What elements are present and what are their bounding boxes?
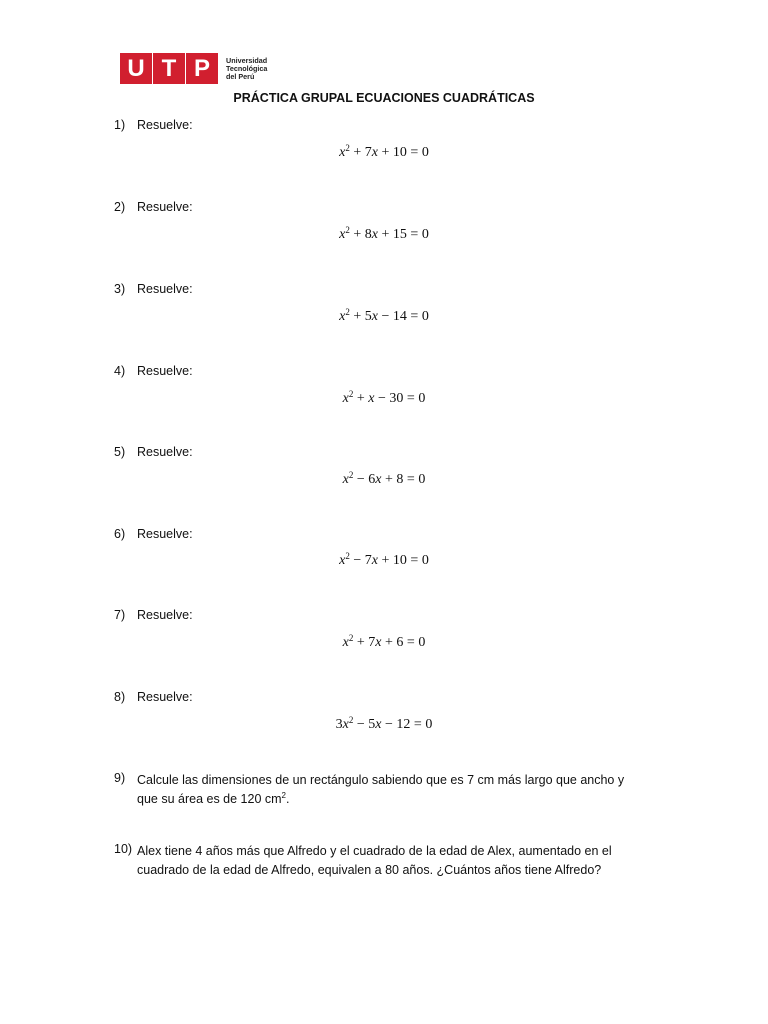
logo-text xyxy=(226,57,267,81)
logo-line-3: del Perú xyxy=(226,71,255,81)
exercise-number: 6) xyxy=(114,527,126,541)
exercise-number: 5) xyxy=(114,445,126,459)
logo-line-2: Tecnológica xyxy=(226,63,268,73)
page-title: PRÁCTICA GRUPAL ECUACIONES CUADRÁTICAS xyxy=(233,91,535,105)
exercise-label: Resuelve: xyxy=(137,690,193,704)
exercise-label: Resuelve: xyxy=(137,118,193,132)
equation: $x^2 - 7x + 10 = 0$ xyxy=(339,551,429,568)
logo-line-1: Universidad xyxy=(226,55,268,65)
problem-number: 9) xyxy=(114,771,126,785)
exercise-number: 4) xyxy=(114,364,126,378)
exercise-number: 8) xyxy=(114,690,126,704)
equation: $x^2 + 5x - 14 = 0$ xyxy=(339,307,429,324)
exercise-label: Resuelve: xyxy=(137,200,193,214)
exercise-label: Resuelve: xyxy=(137,364,193,378)
exercise-number: 2) xyxy=(114,200,126,214)
problem-text: Calcule las dimensiones de un rectángulo sabiendo que es 7 cm más largo que ancho y que su área es de 120 $cm^2$. xyxy=(137,773,625,806)
exercise-label: Resuelve: xyxy=(137,608,193,622)
equation: $x^2 - 6x + 8 = 0$ xyxy=(342,470,426,487)
equation: $x^2 + 7x + 6 = 0$ xyxy=(342,633,426,650)
equation: $x^2 + x - 30 = 0$ xyxy=(342,389,426,406)
exercise-number: 3) xyxy=(114,282,126,296)
logo-letter-u: U xyxy=(120,53,152,84)
exercise-label: Resuelve: xyxy=(137,527,193,541)
equation: $3x^2 - 5x - 12 = 0$ xyxy=(335,715,433,732)
problem-number: 10) xyxy=(114,842,133,856)
exercise-label: Resuelve: xyxy=(137,282,193,296)
logo-letter-t: T xyxy=(153,53,185,84)
equation: $x^2 + 7x + 10 = 0$ xyxy=(339,143,429,160)
exercise-label: Resuelve: xyxy=(137,445,193,459)
equation: $x^2 + 8x + 15 = 0$ xyxy=(339,225,429,242)
exercise-number: 7) xyxy=(114,608,126,622)
problem-text: Alex tiene 4 años más que Alfredo y el cuadrado de la edad de Alex, aumentado en el cuadrado de la edad de Alfredo, equivalen a 80 años. ¿Cuántos años tiene Alfredo? xyxy=(137,844,612,877)
logo-letter-p: P xyxy=(186,53,218,84)
exercise-number: 1) xyxy=(114,118,126,132)
utp-logo xyxy=(120,53,267,84)
